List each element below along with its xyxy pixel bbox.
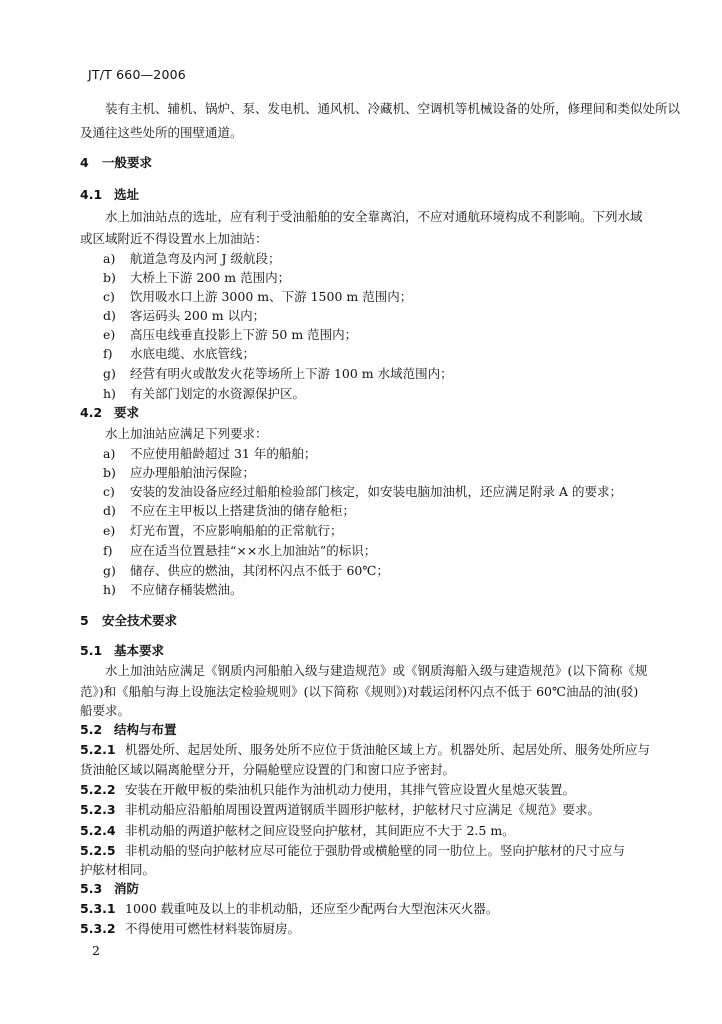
list-item: e) 灯光布置，不应影响船舶的正常航行；	[103, 523, 343, 538]
intro-line-1: 装有主机、辅机、锅炉、泵、发电机、通风机、冷藏机、空调机等机械设备的处所，修理间和类似处所以	[105, 101, 681, 116]
clause-5-1-line-3: 船要求。	[80, 703, 131, 718]
clause-4-2-line: 水上加油站应满足下列要求：	[105, 426, 268, 441]
list-item: c) 饮用吸水口上游 3000 m、下游 1500 m 范围内；	[103, 289, 413, 304]
clause-4-1-heading	[80, 185, 139, 203]
clause-title: 要求	[114, 405, 140, 420]
clause-5-2-4: 5.2.4 非机动船的两道护舷材之间应设竖向护舷材，其间距应不大于 2.5 m。	[80, 823, 515, 838]
clause-5-2-1-line-2: 货油舱区域以隔离舱壁分开，分隔舱壁应设置的门和窗口应予密封。	[80, 762, 456, 777]
section-4-heading	[80, 153, 152, 171]
list-item: b) 大桥上下游 200 m 范围内；	[103, 270, 291, 285]
clause-title: 选址	[114, 187, 140, 202]
list-item: f) 水底电缆、水底管线；	[103, 346, 256, 361]
clause-number: 4.2	[80, 405, 103, 420]
clause-5-2-5: 5.2.5 非机动船的竖向护舷材应尽可能位于强肋骨或横舱壁的同一肋位上。竖向护舷材的尺寸应与	[80, 843, 626, 858]
section-title: 一般要求	[102, 155, 153, 170]
page-number: 2	[92, 943, 100, 958]
clause-5-3-heading	[80, 879, 139, 897]
clause-5-2-5-line-2: 护舷材相同。	[80, 862, 156, 877]
clause-5-2-3: 5.2.3 非机动船应沿船舶周围设置两道钢质半圆形护舷材，护舷材尺寸应满足《规范》要求。	[80, 802, 601, 817]
list-item: d) 客运码头 200 m 以内；	[103, 308, 266, 323]
clause-number: 4.1	[80, 187, 103, 202]
clause-title: 结构与布置	[114, 722, 177, 737]
clause-5-1-line-2: 范》)和《船舶与海上设施法定检验规则》(以下简称《规则》)对载运闭杯闪点不低于 60℃油品的油(驳)	[80, 684, 639, 699]
clause-number: 5.1	[80, 643, 103, 658]
list-item: g) 经营有明火或散发火花等场所上下游 100 m 水域范围内；	[103, 366, 453, 381]
list-item: d) 不应在主甲板以上搭建货油的储存舱柜；	[103, 503, 356, 518]
clause-5-2-2: 5.2.2 安装在开敞甲板的柴油机只能作为油机动力使用，其排气管应设置火星熄灭装置。	[80, 782, 576, 797]
clause-title: 基本要求	[114, 643, 165, 658]
clause-5-3-2: 5.3.2 不得使用可燃性材料装饰厨房。	[80, 921, 301, 936]
clause-number: 5.2	[80, 722, 103, 737]
list-item: c) 安装的发油设备应经过船舶检验部门核定，如安装电脑加油机，还应满足附录 A 的要求；	[103, 484, 622, 499]
section-number: 5	[80, 613, 89, 628]
clause-5-3-1: 5.3.1 1000 载重吨及以上的非机动船，还应至少配两台大型泡沫灭火器。	[80, 901, 499, 916]
clause-5-2-heading	[80, 720, 177, 738]
list-item: f) 应在适当位置悬挂“××水上加油站”的标识；	[103, 543, 377, 558]
standard-number: JT/T 660—2006	[88, 67, 186, 82]
clause-5-1-heading	[80, 641, 164, 659]
section-5-heading	[80, 611, 177, 629]
list-item: b) 应办理船舶油污保险；	[103, 465, 256, 480]
clause-5-1-line-1: 水上加油站应满足《钢质内河船舶入级与建造规范》或《钢质海船入级与建造规范》(以下简称《规	[105, 663, 648, 678]
clause-4-1-line-1: 水上加油站点的选址，应有利于受油船舶的安全靠离泊，不应对通航环境构成不利影响。下列水域	[105, 209, 643, 224]
list-item: h) 有关部门划定的水资源保护区。	[103, 386, 306, 401]
section-title: 安全技术要求	[102, 613, 178, 628]
list-item: g) 储存、供应的燃油，其闭杯闪点不低于 60℃；	[103, 563, 389, 578]
intro-line-2: 及通往这些处所的围壁通道。	[80, 125, 243, 140]
clause-number: 5.3	[80, 881, 103, 896]
clause-4-2-heading	[80, 403, 139, 421]
section-number: 4	[80, 155, 89, 170]
list-item: a) 航道急弯及内河 J 级航段；	[103, 251, 281, 266]
clause-5-2-1: 5.2.1 机器处所、起居处所、服务处所不应位于货油舱区域上方。机器处所、起居处所、服务处所应与	[80, 742, 651, 757]
list-item: a) 不应使用船龄超过 31 年的船舶；	[103, 446, 317, 461]
list-item: e) 高压电线垂直投影上下游 50 m 范围内；	[103, 327, 358, 342]
clause-4-1-line-2: 或区域附近不得设置水上加油站：	[80, 231, 268, 246]
list-item: h) 不应储存桶装燃油。	[103, 582, 243, 597]
clause-title: 消防	[114, 881, 140, 896]
